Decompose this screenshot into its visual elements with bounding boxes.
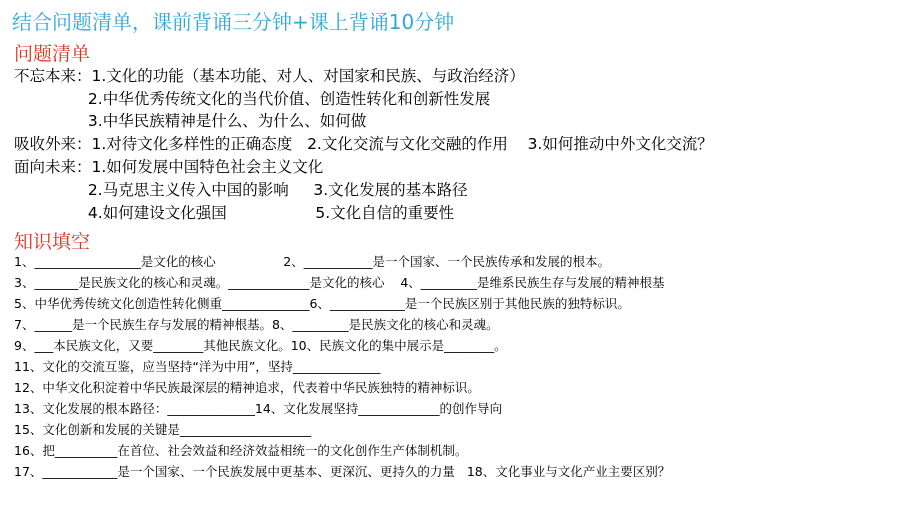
- fill-line: 12、中华文化积淀着中华民族最深层的精神追求，代表着中华民族独特的精神标识。: [14, 380, 480, 395]
- problem-line: 2.中华优秀传统文化的当代价值、创造性转化和创新性发展: [14, 90, 491, 108]
- fill-line: 1、_________________是文化的核心 2、___________是一个国家、一个民族传承和发展的根本。: [14, 254, 610, 269]
- fill-line: 13、文化发展的根本路径：______________14、文化发展坚持_____________的创作导向: [14, 401, 503, 416]
- problem-line: 3.中华民族精神是什么、为什么、如何做: [14, 112, 367, 130]
- fill-line: 16、把__________在首位、社会效益和经济效益相统一的文化创作生产体制机制。: [14, 443, 468, 458]
- knowledge-fill-heading: 知识填空: [14, 231, 91, 253]
- fill-line: 17、____________是一个国家、一个民族发展中更基本、更深沉、更持久的力量 18、文化事业与文化产业主要区别？: [14, 464, 671, 479]
- fill-line: 15、文化创新和发展的关键是_____________________: [14, 422, 312, 437]
- fill-line: 11、文化的交流互鉴，应当坚持“洋为中用”，坚持______________: [14, 359, 381, 374]
- problem-line: 2.马克思主义传入中国的影响 3.文化发展的基本路径: [14, 181, 468, 199]
- page-title: 结合问题清单，课前背诵三分钟+课上背诵10分钟: [12, 10, 455, 34]
- fill-line: 3、_______是民族文化的核心和灵魂。_____________是文化的核心 4、_________是维系民族生存与发展的精神根基: [14, 275, 665, 290]
- problem-line: 4.如何建设文化强国 5.文化自信的重要性: [14, 204, 455, 222]
- problem-line: 不忘本来：1.文化的功能（基本功能、对人、对国家和民族、与政治经济）: [14, 67, 525, 85]
- problem-line: 吸收外来：1.对待文化多样性的正确态度 2.文化交流与文化交融的作用 3.如何推动中外文化交流？: [14, 135, 713, 153]
- problem-list-heading: 问题清单: [14, 43, 91, 65]
- fill-line: 9、___本民族文化，又要________其他民族文化。10、民族文化的集中展示是________。: [14, 338, 507, 353]
- fill-line: 7、______是一个民族生存与发展的精神根基。8、_________是民族文化的核心和灵魂。: [14, 317, 499, 332]
- fill-line: 5、中华优秀传统文化创造性转化侧重______________6、____________是一个民族区别于其他民族的独特标识。: [14, 296, 630, 311]
- problem-line: 面向未来：1.如何发展中国特色社会主义文化: [14, 158, 324, 176]
